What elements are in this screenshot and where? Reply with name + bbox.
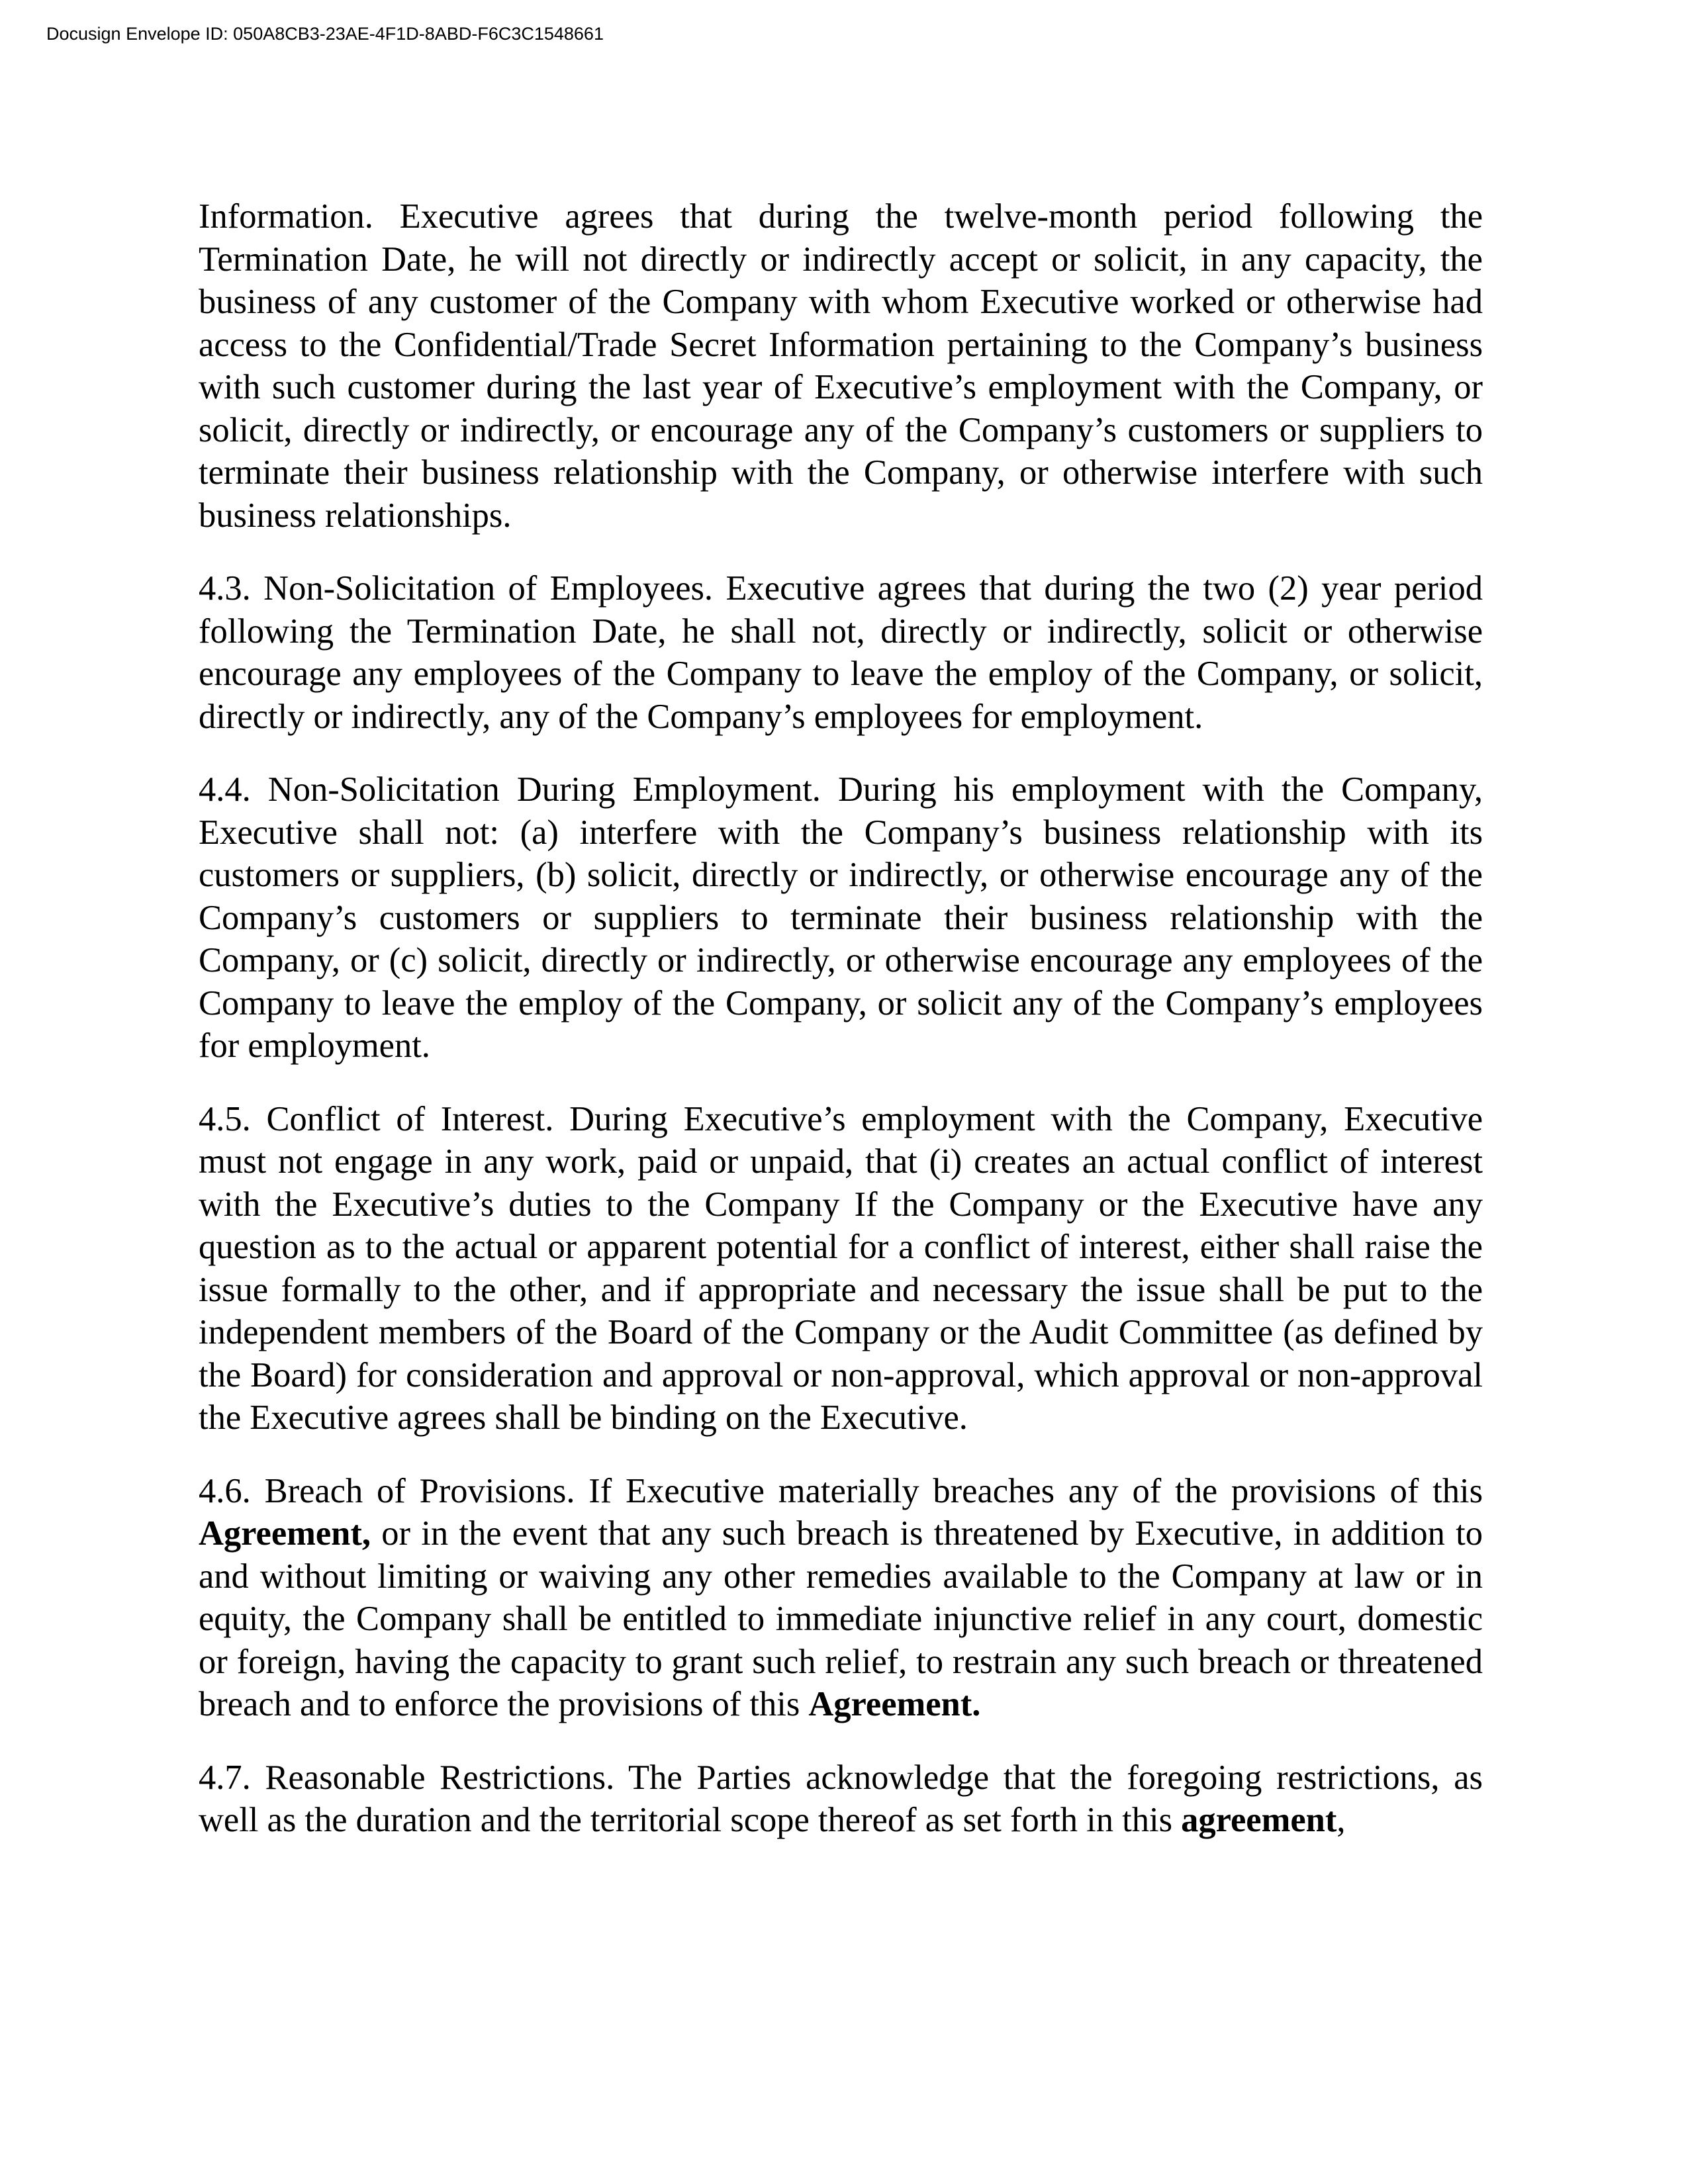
paragraph-4-4-non-solicitation-during-employment: 4.4. Non-Solicitation During Employment. During his employment with the Company, Executive shall not: (a) interfere with the Company’s business relationship with its customers or suppliers, (b) solicit, directly or indirectly, or otherwise encourage any of the Company’s customers or suppliers to terminate their business relationship with the Company, or (c) solicit, directly or indirectly, or otherwise encourage any employees of the Company to leave the employ of the Company, or solicit any of the Company’s employees for employment. — [199, 770, 1483, 1065]
bold-term-agreement: Agreement. — [808, 1685, 981, 1723]
bold-term-agreement: agreement — [1181, 1801, 1337, 1839]
paragraph-4-3-non-solicitation-of-employees: 4.3. Non-Solicitation of Employees. Executive agrees that during the two (2) year period following the Termination Date, he shall not, directly or indirectly, solicit or otherwise encourage any employees of the Company to leave the employ of the Company, or solicit, directly or indirectly, any of the Company’s employees for employment. — [199, 569, 1483, 736]
paragraph-text: 4.6. Breach of Provisions. If Executive materially breaches any of the provisions of this — [199, 1471, 1483, 1510]
paragraph-text: or in the event that any such breach is threatened by Executive, in addition to and without limiting or waiving any other remedies available to the Company at law or in equity, the Company shall be entitled to immediate injunctive relief in any court, domestic or foreign, having the capacity to grant such relief, to restrain any such breach or threatened breach and to enforce the provisions of this — [199, 1514, 1483, 1723]
paragraph-information-continued: Information. Executive agrees that during the twelve-month period following the Termination Date, he will not directly or indirectly accept or solicit, in any capacity, the business of any customer of the Company with whom Executive worked or otherwise had access to the Confidential/Trade Secret Information pertaining to the Company’s business with such customer during the last year of Executive’s employment with the Company, or solicit, directly or indirectly, or encourage any of the Company’s customers or suppliers to terminate their business relationship with the Company, or otherwise interfere with such business relationships. — [199, 197, 1483, 535]
paragraph-text: , — [1336, 1801, 1346, 1839]
bold-term-agreement: Agreement, — [199, 1514, 371, 1553]
paragraph-4-6-breach-of-provisions — [199, 1470, 1483, 1726]
document-body — [199, 195, 1483, 1842]
paragraph-text: 4.7. Reasonable Restrictions. The Parties acknowledge that the foregoing restrictions, as well as the duration and the territorial scope thereof as set forth in this — [199, 1758, 1483, 1839]
docusign-envelope-id: Docusign Envelope ID: 050A8CB3-23AE-4F1D-8ABD-F6C3C1548661 — [46, 24, 604, 44]
paragraph-4-7-reasonable-restrictions — [199, 1756, 1483, 1842]
paragraph-4-5-conflict-of-interest: 4.5. Conflict of Interest. During Executive’s employment with the Company, Executive must not engage in any work, paid or unpaid, that (i) creates an actual conflict of interest with the Executive’s duties to the Company If the Company or the Executive have any question as to the actual or apparent potential for a conflict of interest, either shall raise the issue formally to the other, and if appropriate and necessary the issue shall be put to the independent members of the Board of the Company or the Audit Committee (as defined by the Board) for consideration and approval or non-approval, which approval or non-approval the Executive agrees shall be binding on the Executive. — [199, 1099, 1483, 1437]
